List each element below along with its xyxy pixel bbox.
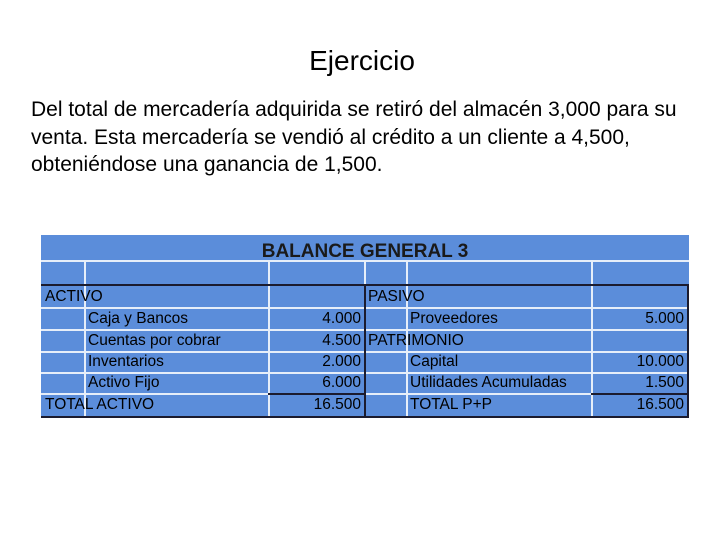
activo-row-value: 4.000 <box>322 310 361 327</box>
slide-title: Ejercicio <box>309 45 415 76</box>
total-pp-value: 16.500 <box>636 396 684 413</box>
activo-row-value: 6.000 <box>322 374 361 391</box>
patrimonio-row-value: 1.500 <box>645 374 684 391</box>
patrimonio-row-label: Utilidades Acumuladas <box>410 374 567 391</box>
pasivo-row-value: 5.000 <box>645 310 684 327</box>
activo-row-label: Activo Fijo <box>88 374 160 391</box>
patrimonio-row-label: Capital <box>410 353 459 370</box>
table-border <box>687 284 689 418</box>
total-activo-value: 16.500 <box>313 396 361 413</box>
pasivo-row-label: Proveedores <box>410 310 498 327</box>
balance-sheet-table <box>41 235 689 418</box>
total-activo-label: TOTAL ACTIVO <box>45 396 155 413</box>
pasivo-header: PASIVO <box>368 288 425 305</box>
balance-title: BALANCE GENERAL 3 <box>261 241 469 262</box>
activo-row-value: 4.500 <box>322 332 361 349</box>
patrimonio-header: PATRIMONIO <box>368 332 464 349</box>
activo-row-value: 2.000 <box>322 353 361 370</box>
activo-row-label: Caja y Bancos <box>88 310 188 327</box>
table-border <box>364 284 366 418</box>
activo-row-label: Inventarios <box>88 353 164 370</box>
exercise-description: Del total de mercadería adquirida se retiró del almacén 3,000 para su venta. Esta mercadería se vendió al crédito a un cliente a 4,500, obteniéndose una ganancia de 1,500. <box>31 98 677 176</box>
total-pp-label: TOTAL P+P <box>410 396 492 413</box>
activo-header: ACTIVO <box>45 288 103 305</box>
activo-row-label: Cuentas por cobrar <box>88 332 221 349</box>
patrimonio-row-value: 10.000 <box>636 353 684 370</box>
